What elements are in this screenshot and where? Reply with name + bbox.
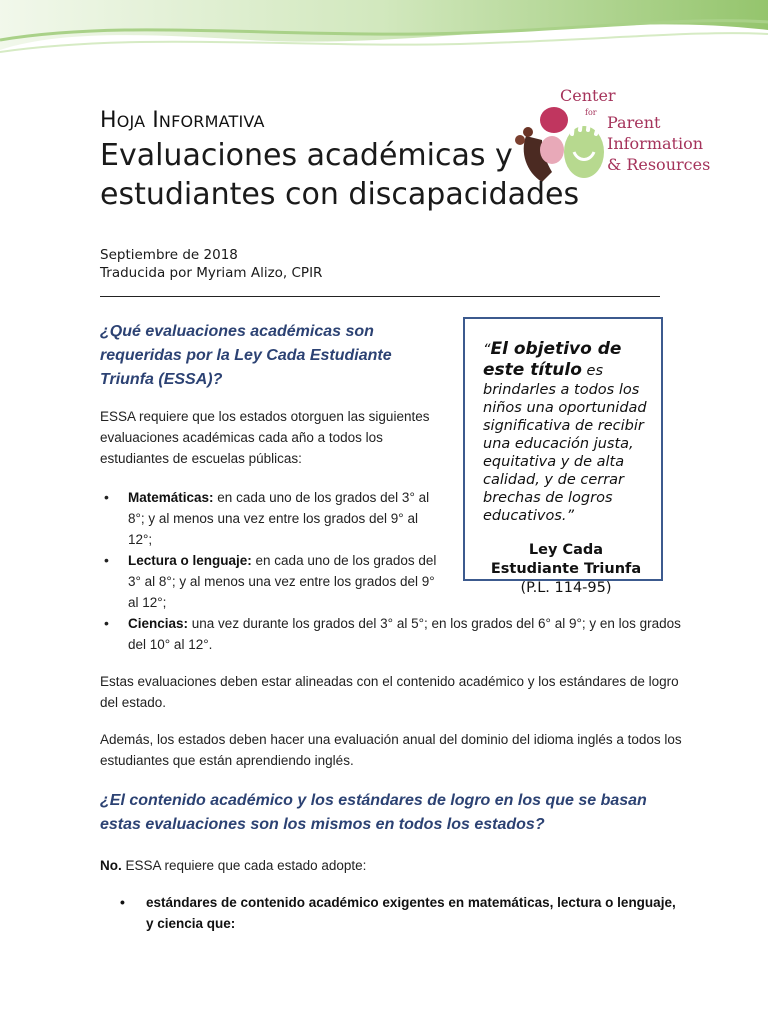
- page-title: Evaluaciones académicas y estudiantes con discapacidades: [100, 138, 580, 212]
- logo-word-center: Center: [560, 86, 616, 105]
- list-item: • Lectura o lenguaje: en cada uno de los grados del 3° al 8°; y al menos una vez entre los grados del 9° al 12°;: [104, 552, 437, 610]
- doc-meta: [100, 246, 322, 282]
- assessment-list: [100, 487, 690, 655]
- alignment-paragraph: Estas evaluaciones deben estar alineadas con el contenido académico y los estándares de logro del estado.: [100, 674, 679, 710]
- intro-paragraph: ESSA requiere que los estados otorguen las siguientes evaluaciones académicas cada año a todos los estudiantes de escuelas públicas:: [100, 409, 430, 466]
- english-proficiency-paragraph: Además, los estados deben hacer una evaluación anual del dominio del idioma inglés a todos los estudiantes que están aprendiendo inglés.: [100, 732, 682, 768]
- quote-lead: El objetivo de este título: [483, 339, 622, 380]
- logo-word-information: Information: [607, 134, 704, 153]
- publication-date: Septiembre de 2018: [100, 247, 238, 263]
- bullet-icon: •: [104, 552, 109, 568]
- translator-credit: Traducida por Myriam Alizo, CPIR: [100, 265, 323, 281]
- logo-word-parent: Parent: [607, 113, 661, 132]
- standards-list: [100, 892, 690, 934]
- list-item: • Matemáticas: en cada uno de los grados del 3° al 8°; y al menos una vez entre los grados del 9° al 12°;: [104, 489, 430, 547]
- main-content: [100, 320, 690, 934]
- logo-word-for: for: [585, 108, 597, 117]
- header-wave-banner: [0, 0, 768, 80]
- divider-line: [100, 296, 660, 297]
- section-heading-evaluations: ¿Qué evaluaciones académicas son requeridas por la Ley Cada Estudiante Triunfa (ESSA)?: [100, 323, 392, 388]
- logo-word-resources: & Resources: [607, 155, 711, 174]
- bullet-icon: •: [104, 615, 109, 631]
- bullet-icon: •: [120, 894, 125, 910]
- quote-source: Ley Cada Estudiante Triunfa (P.L. 114-95): [490, 542, 642, 596]
- quote-body: es brindarles a todos los niños una oportunidad significativa de recibir una educación justa, equitativa y de alta calidad, y de cerrar brechas de logros educativos.”: [483, 363, 647, 524]
- bullet-icon: •: [104, 489, 109, 505]
- list-item: • estándares de contenido académico exigentes en matemáticas, lectura o lenguaje, y ciencia que:: [120, 894, 676, 931]
- pull-quote-text: “El objetivo de este título es brindarles a todos los niños una oportunidad significativa de recibir una educación justa, equitativa y de alta calidad, y de cerrar brechas de logros educativos.”: [483, 339, 647, 524]
- answer-paragraph: No. ESSA requiere que cada estado adopte:: [100, 858, 367, 873]
- section-heading-standards: ¿El contenido académico y los estándares de logro en los que se basan estas evaluaciones son los mismos en todos los estados?: [100, 792, 647, 833]
- doc-kicker: HOJA INFORMATIVA: [100, 108, 265, 133]
- list-item: • Ciencias: una vez durante los grados del 3° al 5°; en los grados del 6° al 9°; y en los grados del 10° al 12°.: [104, 615, 681, 652]
